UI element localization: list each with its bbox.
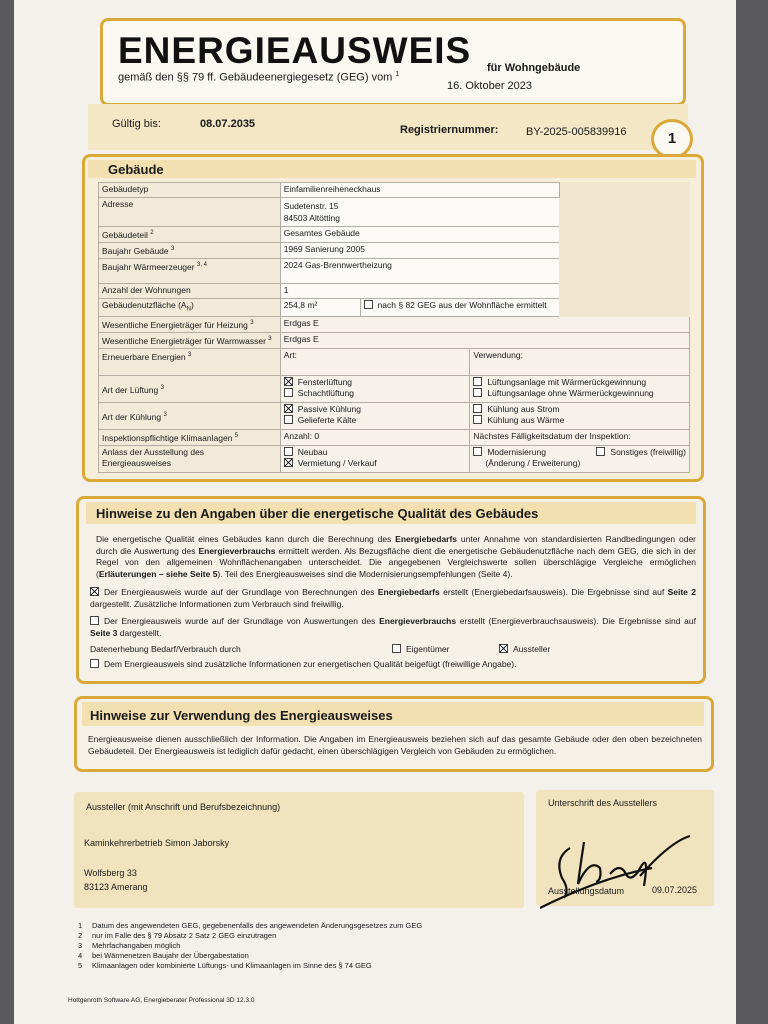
area-note: nach § 82 GEG aus der Wohnfläche ermittelt (360, 298, 560, 317)
checkbox-checked[interactable] (284, 404, 293, 413)
building-type-value: Einfamilienreiheneckhaus (280, 183, 560, 198)
ventilation-with-recovery[interactable]: Lüftungsanlage mit Wärmerückgewinnung (473, 377, 686, 388)
table-row (99, 376, 690, 403)
valid-until-value: 08.07.2035 (200, 118, 256, 130)
usage-text: Energieausweise dienen ausschließlich der Information. Die Angaben im Energieausweis beziehen sich auf das gesamte Gebäude oder den oben bezeichneten Gebäudeteil. Der Energieausweis ist lediglich dafür gedacht, einen überschlägigen Vergleich von Gebäuden zu ermöglichen. (88, 734, 702, 756)
area-key: Gebäudenutzfläche $(A_N)$ (99, 298, 281, 317)
reason-other[interactable]: Sonstiges (freiwillig) (596, 447, 686, 458)
checkbox[interactable] (596, 447, 605, 456)
checkbox-checked[interactable] (90, 587, 99, 596)
table-row (99, 333, 690, 349)
reason-options-right (470, 445, 690, 472)
renewables-usage: Verwendung: (470, 349, 690, 376)
issuer-label: Aussteller (mit Anschrift und Berufsbezeichnung) (86, 802, 281, 812)
heater-year-value: 2024 Gas-Brennwertheizung (280, 258, 560, 283)
footnote-4: 4 bei Wärmenetzen Baujahr der Übergabestation (78, 951, 249, 960)
reason-new-building[interactable]: Neubau (284, 447, 467, 458)
law-date: 16. Oktober 2023 (447, 80, 533, 92)
building-year-value: 1969 Sanierung 2005 (280, 242, 560, 258)
renewables-key: Erneuerbare Energien $^3$ (99, 349, 281, 376)
ac-count: Anzahl: 0 (280, 430, 470, 446)
table-row (99, 183, 690, 198)
page-number-badge: 1 (651, 119, 693, 159)
footnote-2: 2 nur im Falle des § 79 Absatz 2 Satz 2 GEG einzutragen (78, 931, 277, 940)
ac-key: Inspektionspflichtige Klimaanlagen $^5$ (99, 430, 281, 446)
extra-info-option[interactable]: Dem Energieausweis sind zusätzliche Informationen zur energetischen Qualität beigefügt (freiwillige Angabe). (90, 659, 696, 671)
footnote-1: 1 Datum des angewendeten GEG, gegebenenfalls des angewendeten Änderungsgesetzes zum GEG (78, 921, 423, 930)
building-heading: Gebäude (108, 162, 164, 177)
handwritten-signature (540, 828, 700, 912)
reason-options-left (280, 445, 470, 472)
address-key: Adresse (99, 198, 281, 227)
issuer-name: Kaminkehrerbetrieb Simon Jaborsky (84, 838, 230, 848)
checkbox-checked[interactable] (284, 458, 293, 467)
reason-modernisation-note: (Änderung / Erweiterung) (485, 457, 581, 468)
units-value: 1 (280, 283, 560, 298)
checkbox[interactable] (473, 415, 482, 424)
checkbox[interactable] (473, 377, 482, 386)
checkbox[interactable] (473, 447, 482, 456)
ventilation-options-right (470, 376, 690, 403)
checkbox[interactable] (90, 616, 99, 625)
building-table (98, 182, 690, 473)
photo-placeholder (560, 183, 690, 317)
reason-key: Anlass der Ausstellung des Energieausweises (99, 445, 281, 472)
reason-rent-sale[interactable]: Vermietung / Verkauf (284, 458, 467, 469)
ac-next-inspection: Nächstes Fälligkeitsdatum der Inspektion: (470, 430, 690, 446)
table-row (99, 403, 690, 430)
data-by-issuer[interactable]: Aussteller (499, 644, 550, 656)
checkbox[interactable] (284, 388, 293, 397)
table-row (99, 430, 690, 446)
valid-until-label: Gültig bis: (112, 118, 161, 130)
consumption-certificate-option[interactable]: Der Energieausweis wurde auf der Grundlage von Auswertungen des Energieverbrauchs erstellt (Energieverbrauchsausweis). Die Ergebnisse sind auf Seite 3 dargestellt. (90, 616, 696, 638)
quality-intro: Die energetische Qualität eines Gebäudes kann durch die Berechnung des Energiebedarfs unter Annahme von standardisierten Randbedingungen oder durch die Auswertung des Energieverbrauchs ermittelt werden. Als Bezugsfläche dient die energetische Gebäudenutzfläche nach dem GEG, die sich in der Regel von den allgemeinen Wohnflächenangaben unterscheidet. Die angegebenen Vergleichswerte sollen überschlägige Vergleiche ermöglichen (Erläuterungen – siehe Seite 5). Teil des Energieausweises sind die Modernisierungsempfehlungen (Seite 4). (96, 534, 696, 579)
ventilation-shaft[interactable]: Schachtlüftung (284, 388, 467, 399)
issue-date-label: Ausstellungsdatum (548, 886, 625, 896)
checkbox-checked[interactable] (499, 644, 508, 653)
footnote-5: 5 Klimaanlagen oder kombinierte Lüftungs- und Klimaanlagen im Sinne des § 74 GEG (78, 961, 372, 970)
document-title: ENERGIEAUSWEIS (118, 30, 472, 71)
checkbox[interactable] (473, 388, 482, 397)
cooling-delivered[interactable]: Gelieferte Kälte (284, 415, 467, 426)
data-collection-label: Datenerhebung Bedarf/Verbrauch durch (90, 644, 241, 654)
units-key: Anzahl der Wohnungen (99, 283, 281, 298)
address-value (280, 198, 560, 227)
data-by-owner[interactable]: Eigentümer (392, 644, 449, 656)
cooling-key: Art der Kühlung $^3$ (99, 403, 281, 430)
document-subtitle: für Wohngebäude (487, 62, 581, 74)
quality-heading: Hinweise zu den Angaben über die energetische Qualität des Gebäudes (96, 506, 539, 521)
building-part-value: Gesamtes Gebäude (280, 227, 560, 243)
carrier-heating-key: Wesentliche Energieträger für Heizung $^3$ (99, 317, 281, 333)
address-street: Sudetenstr. 15 (283, 201, 339, 211)
building-heading-band (88, 160, 696, 178)
signature-label: Unterschrift des Ausstellers (548, 798, 658, 808)
registration-number-value: BY-2025-005839916 (526, 126, 627, 138)
registration-number-label: Registriernummer: (400, 124, 499, 136)
building-year-key: Baujahr Gebäude $^3$ (99, 242, 281, 258)
cooling-electric[interactable]: Kühlung aus Strom (473, 404, 686, 415)
reason-row (473, 447, 686, 458)
ventilation-key: Art der Lüftung $^3$ (99, 376, 281, 403)
checkbox[interactable] (392, 644, 401, 653)
reason-modernisation[interactable]: Modernisierung (473, 447, 546, 458)
checkbox[interactable] (473, 404, 482, 413)
ventilation-options-left (280, 376, 470, 403)
cooling-options-right (470, 403, 690, 430)
checkbox[interactable] (90, 659, 99, 668)
checkbox-checked[interactable] (284, 377, 293, 386)
carrier-heating-value: Erdgas E (280, 317, 689, 333)
cooling-passive[interactable]: Passive Kühlung (284, 404, 467, 415)
checkbox[interactable] (284, 447, 293, 456)
building-part-key: Gebäudeteil $^2$ (99, 227, 281, 243)
table-row (99, 445, 690, 472)
area-value: 254,8 m² (280, 298, 360, 317)
footnote-3: 3 Mehrfachangaben möglich (78, 941, 181, 950)
issue-date-value: 09.07.2025 (652, 885, 698, 895)
ventilation-window[interactable]: Fensterlüftung (284, 377, 467, 388)
issuer-city: 83123 Amerang (84, 882, 148, 892)
carrier-water-value: Erdgas E (280, 333, 689, 349)
law-reference: gemäß den §§ 79 ff. Gebäudeenergiegesetz (GEG) vom $^1$ (118, 71, 400, 84)
ventilation-without-recovery[interactable]: Lüftungsanlage ohne Wärmerückgewinnung (473, 388, 686, 399)
renewables-type: Art: (280, 349, 470, 376)
checkbox[interactable] (284, 415, 293, 424)
table-row (99, 349, 690, 376)
area-note-checkbox[interactable] (364, 300, 373, 309)
demand-certificate-option[interactable]: Der Energieausweis wurde auf der Grundlage von Berechnungen des Energiebedarfs erstellt (Energiebedarfsausweis). Die Ergebnisse sind auf Seite 2 dargestellt. Zusätzliche Informationen zum Verbrauch sind freiwillig. (90, 587, 697, 609)
cooling-heat[interactable]: Kühlung aus Wärme (473, 415, 686, 426)
cooling-options-left (280, 403, 470, 430)
carrier-water-key: Wesentliche Energieträger für Warmwasser $^3$ (99, 333, 281, 349)
usage-heading: Hinweise zur Verwendung des Energieausweises (90, 708, 393, 723)
table-row (99, 317, 690, 333)
software-credit: Hottgenroth Software AG, Energieberater Professional 3D 12.3.0 (68, 997, 255, 1004)
heater-year-key: Baujahr Wärmeerzeuger $^{3, 4}$ (99, 258, 281, 283)
issuer-street: Wolfsberg 33 (84, 868, 137, 878)
building-type-key: Gebäudetyp (99, 183, 281, 198)
address-city: 84503 Altötting (283, 213, 340, 223)
